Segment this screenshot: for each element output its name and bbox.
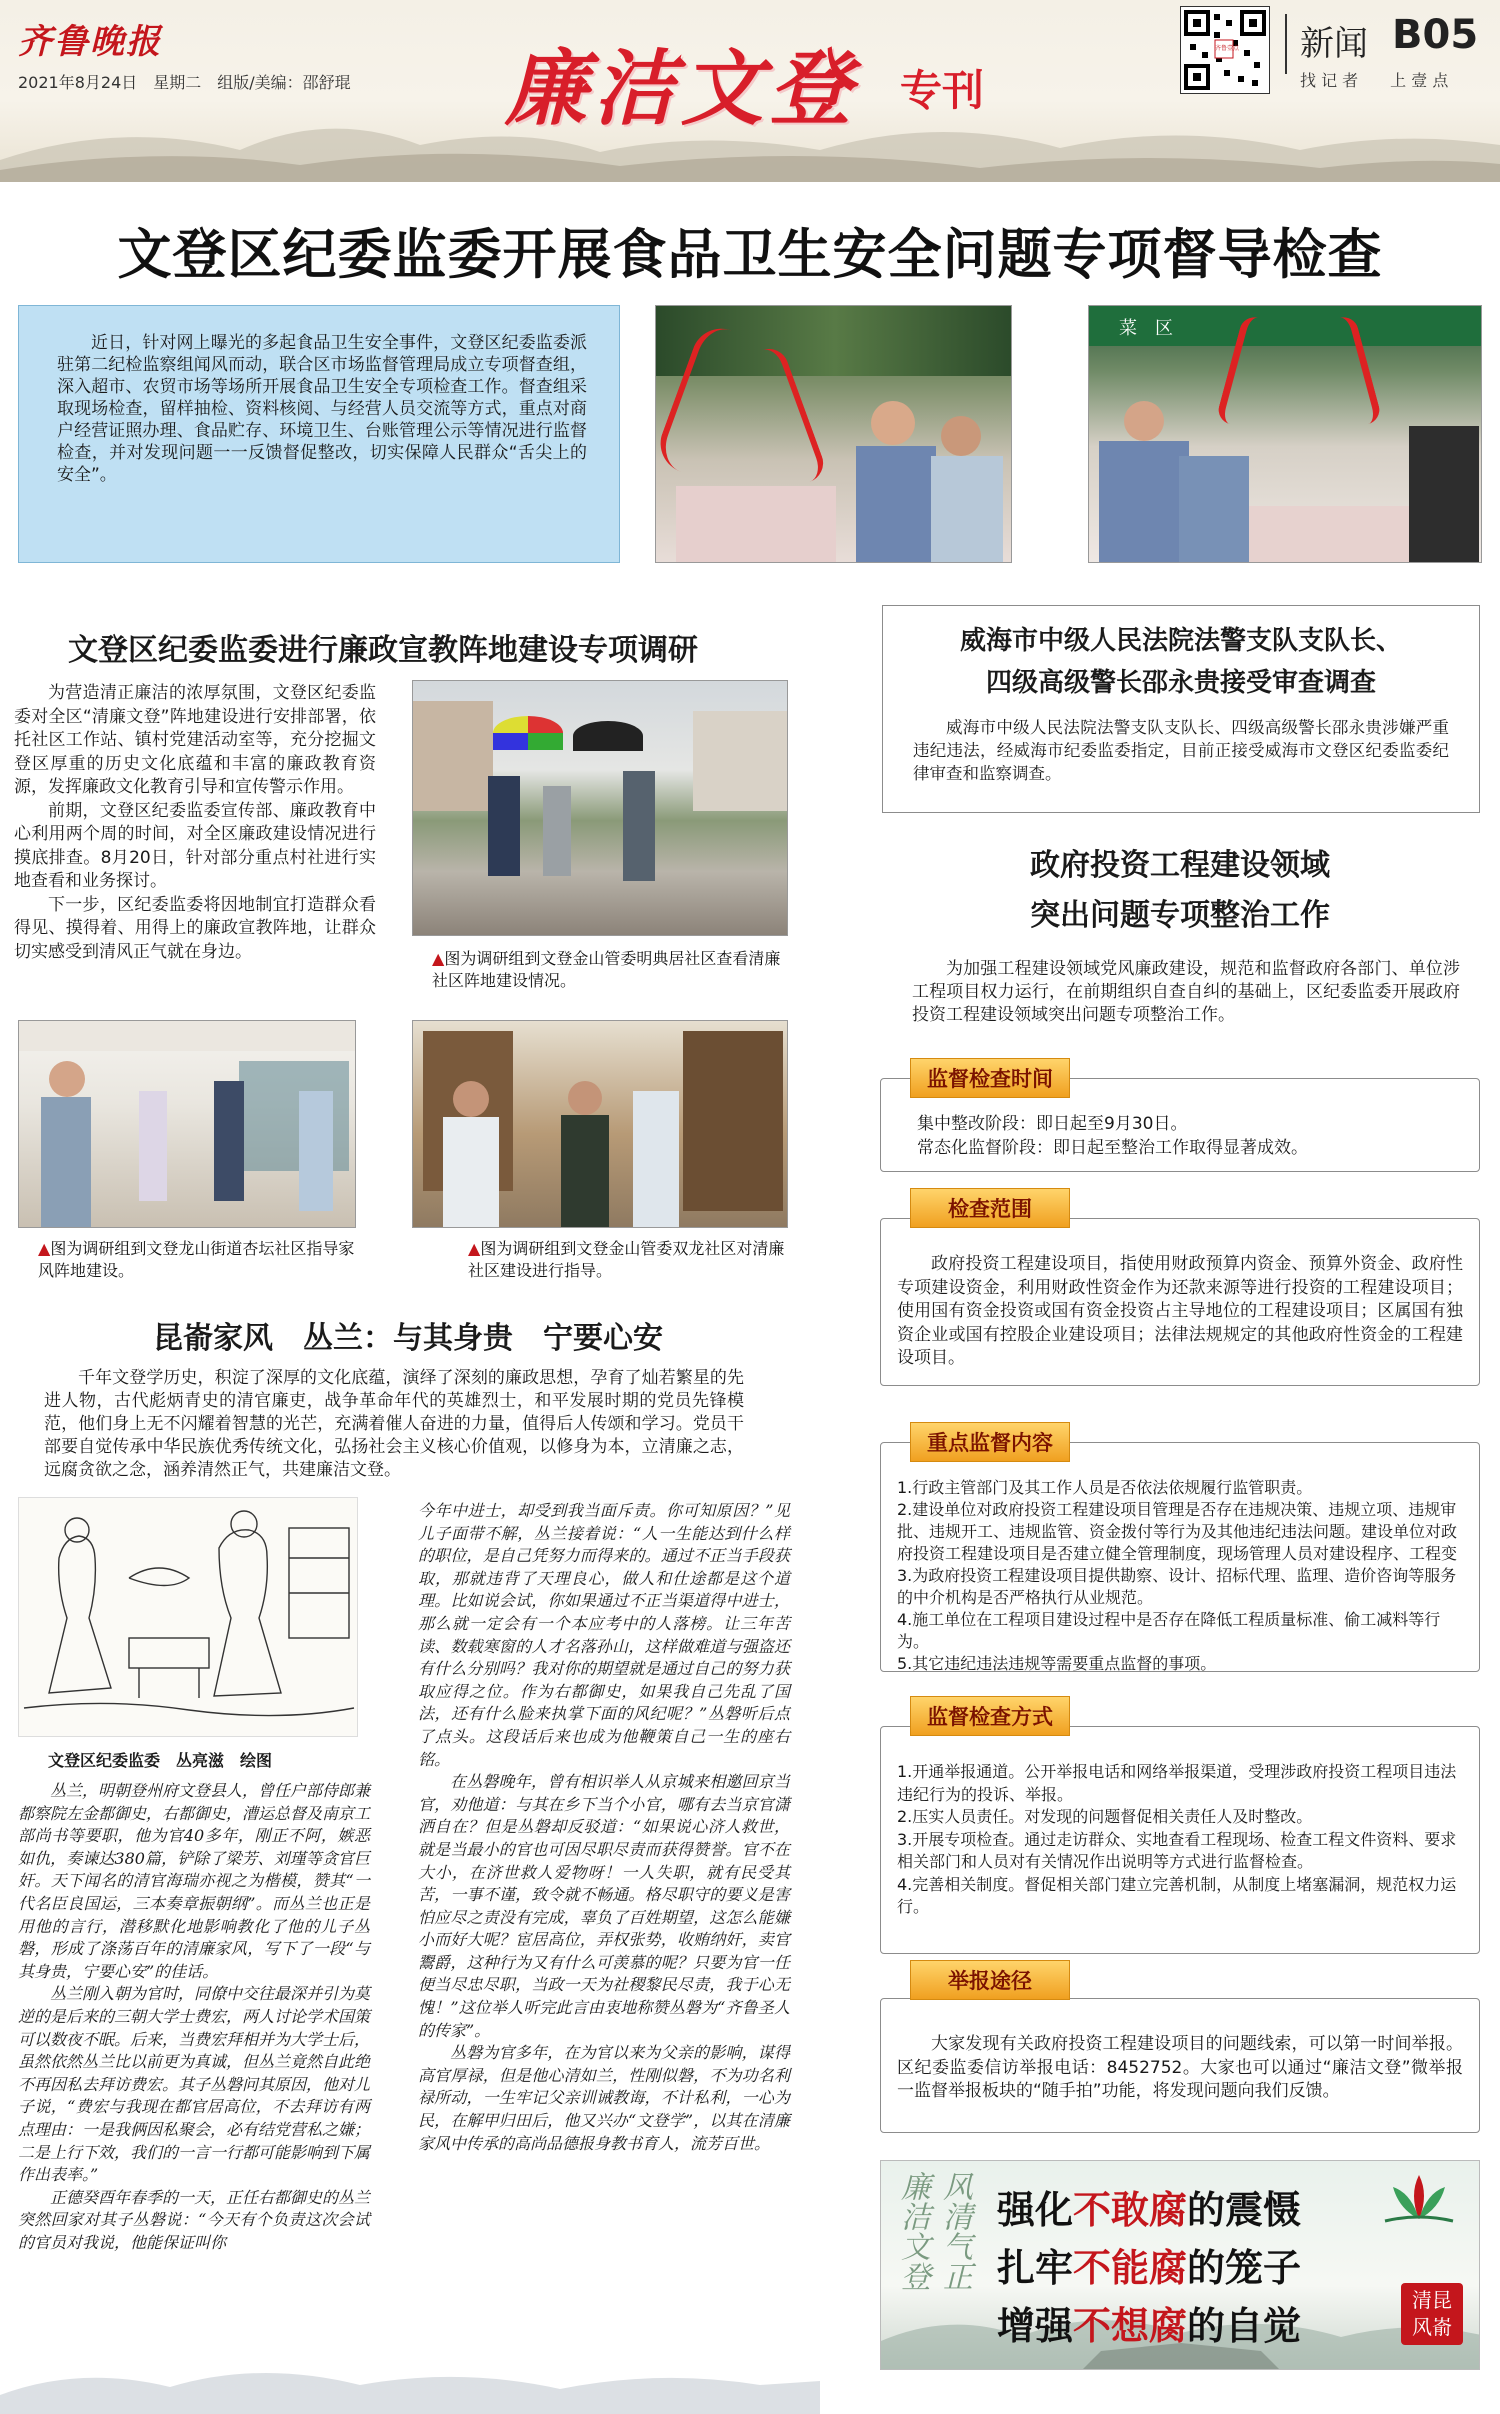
slogan-3a: 增强: [997, 2304, 1074, 2348]
section-line: 5.其它违纪违法违规等需要重点监督的事项。: [897, 1654, 1217, 1673]
slogan-banner: [880, 2160, 1480, 2370]
slogan: 找 记 者 上 壹 点: [1300, 71, 1449, 90]
date-line: 2021年8月24日 星期二 组版/美编：邵舒琨: [18, 73, 351, 92]
section-line: 4.施工单位在工程项目建设过程中是否存在降低工程质量标准、偷工减料等行为。: [897, 1610, 1441, 1651]
section-line: 政府投资工程建设项目，指使用财政预算内资金、预算外资金、政府性专项建设资金，利用财政性资金作为还款来源等进行投资的工程建设项目；使用国有资金投资或国有资金投资占主导地位的工程建设项目；区属国有独资企业或国有控股企业建设项目；法律法规规定的其他政府性资金的工程建设项目。: [897, 1254, 1463, 1368]
slogan-2a: 扎牢: [997, 2246, 1074, 2290]
caption-3-text: 图为调研组到文登金山管委双龙社区对清廉社区建设进行指导。: [468, 1239, 785, 1280]
article3-paragraph: 丛兰，明朝登州府文登县人，曾任户部侍郎兼都察院左金都御史，右都御史，漕运总督及南京工部尚书等要职，他为官40多年，刚正不阿，嫉恶如仇，奏谏达380篇，铲除了梁芳、刘瑾等贪官巨奸。天下闻名的清官海瑞亦视之为楷模，赞其“一代名臣良国运，三本奏章振朝纲”。而丛兰也正是用他的言行，潜移默化地影响教化了他的儿子丛磐，形成了涤荡百年的清廉家风，写下了一段“与其身贵，宁要心安”的佳话。: [18, 1781, 371, 1981]
article2-paragraph: 为营造清正廉洁的浓厚氛围，文登区纪委监委对全区“清廉文登”阵地建设进行安排部署，依托社区工作站、镇村党建活动室等，充分挖掘文登区厚重的历史文化底蕴和丰富的廉政教育资源，发挥廉政文化教育引导和宣传警示作用。: [14, 683, 376, 797]
section-line: 常态化监督阶段：即日起至整治工作取得显著成效。: [917, 1137, 1308, 1158]
article2-paragraph: 前期，文登区纪委监委宣传部、廉政教育中心利用两个周的时间，对全区廉政建设情况进行摸底排查。8月20日，针对部分重点村社进行实地查看和业务探讨。: [14, 800, 376, 891]
slogan-line-1: [997, 2179, 1301, 2234]
qr-code[interactable]: [1180, 6, 1270, 94]
section-name: 新闻: [1300, 24, 1368, 64]
section-tag-time: 监督检查时间: [910, 1058, 1070, 1098]
slogan-2c: 的笼子: [1187, 2246, 1302, 2290]
section-tag-method: 监督检查方式: [910, 1696, 1070, 1736]
triangle-icon: ▲: [38, 1239, 51, 1258]
section-scope-box: [880, 1218, 1480, 1386]
section-line: 集中整改阶段：即日起至9月30日。: [917, 1114, 1188, 1134]
special-suffix: 专刊: [900, 66, 985, 115]
article2-body: [14, 682, 376, 964]
slogan-1c: 的震慑: [1187, 2188, 1302, 2232]
lead-text: 近日，针对网上曝光的多起食品卫生安全事件，文登区纪委监委派驻第二纪检监察组闻风而动，联合区市场监督管理局成立专项督查组，深入超市、农贸市场等场所开展食品卫生安全专项检查工作。督查组采取现场检查，留样抽检、资料核阅、与经营人员交流等方式，重点对商户经营证照办理、食品贮存、环境卫生、台账管理公示等情况进行监督检查，并对发现问题一一反馈督促整改，切实保障人民群众“舌尖上的安全”。: [57, 333, 587, 485]
section-report-box: [880, 1998, 1480, 2133]
paper-name: 齐鲁晚报: [18, 22, 162, 62]
qr-label: 齐鲁壹点: [1215, 45, 1240, 52]
right-top-title-1: 威海市中级人民法院法警支队支队长、: [959, 626, 1402, 656]
illustration-credit: 文登区纪委监委 丛亮滋 绘图: [48, 1751, 273, 1770]
survey-photo-room: [412, 1020, 788, 1228]
lotus-logo-icon: [1379, 2169, 1459, 2229]
section-line: 大家发现有关政府投资工程建设项目的问题线索，可以第一时间举报。区纪委监委信访举报电话：8452752。大家也可以通过“廉洁文登”微举报一监督举报板块的“随手拍”功能，将发现问题向我们反馈。: [897, 2034, 1463, 2101]
article3-col-left: [18, 1780, 370, 2254]
lead-box: [18, 305, 620, 563]
right-top-box: [882, 605, 1480, 813]
market-inspection-photo-1: [655, 305, 1012, 563]
right-main-intro: 为加强工程建设领域党风廉政建设，规范和监督政府各部门、单位涉工程项目权力运行，在前期组织自查自纠的基础上，区纪委监委开展政府投资工程建设领域突出问题专项整治工作。: [912, 959, 1460, 1025]
section-line: 2.建设单位对政府投资工程建设项目管理是否存在违规决策、违规立项、违规审批、违规开工、违规监管、资金拨付等行为及其他违纪违法问题。建设单位对政府投资工程建设项目是否建立健全管理制度，现场管理人员对建设程序、工程变: [897, 1500, 1458, 1563]
caption-3: [468, 1238, 798, 1282]
slogan-2b: 不能腐: [1073, 2246, 1188, 2290]
section-tag-report: 举报途径: [910, 1960, 1070, 2000]
caption-1-text: 图为调研组到文登金山管委明典居社区查看清廉社区阵地建设情况。: [432, 949, 781, 990]
section-line: 2.压实人员责任。对发现的问题督促相关责任人及时整改。: [897, 1807, 1313, 1826]
headline: 文登区纪委监委开展食品卫生安全问题专项督导检查: [117, 223, 1383, 286]
slogan-1a: 强化: [997, 2188, 1074, 2232]
seal-stamp: 清昆风嵛: [1401, 2283, 1463, 2345]
section-line: 3.开展专项检查。通过走访群众、实地查看工程现场、检查工程文件资料、要求相关部门和人员对有关情况作出说明等方式进行监督检查。: [897, 1829, 1457, 1871]
triangle-icon: ▲: [468, 1239, 481, 1258]
ink-drawing-icon: [19, 1498, 357, 1736]
article3-intro: 千年文登学历史，积淀了深厚的文化底蕴，演绎了深刻的廉政思想，孕育了灿若繁星的先进人物，古代彪炳青史的清官廉吏，战争革命年代的英雄烈士，和平发展时期的党员先锋模范，他们身上无不闪耀着智慧的光芒，充满着催人奋进的力量，值得后人传颂和学习。党员干部要自觉传承中华民族优秀传统文化，弘扬社会主义核心价值观，以修身为本，立清廉之志，远腐贪欲之念，涵养清然正气，共建廉洁文登。: [44, 1368, 744, 1480]
illustration: [18, 1497, 358, 1737]
article3-title: 昆嵛家风 丛兰：与其身贵 宁要心安: [153, 1321, 663, 1356]
section-line: 1.行政主管部门及其工作人员是否依法依规履行监管职责。: [897, 1478, 1313, 1497]
calligraphy-right: 风清气正: [937, 2171, 972, 2291]
market-inspection-photo-2: 菜 区: [1088, 305, 1482, 563]
slogan-line-2: [997, 2237, 1301, 2292]
survey-photo-hall: [18, 1020, 356, 1228]
section-focus-box: [880, 1442, 1480, 1672]
article3-paragraph: 丛磐为官多年，在为官以来为父亲的影响，谋得高官厚禄，但是他心清如兰，性刚似磐，不为功名利禄所动，一生牢记父亲训诫教诲，不计私利，一心为民，在解甲归田后，他又兴办“文登学”，以其在清廉家风中传承的高尚品德报身教书育人，流芳百世。: [418, 2043, 790, 2153]
footer-mountain-decoration: [0, 2355, 820, 2414]
slogan-3c: 的自觉: [1187, 2304, 1302, 2348]
right-top-body: 威海市中级人民法院法警支队支队长、四级高级警长邵永贵涉嫌严重违纪违法，经威海市纪委监委指定，目前正接受威海市文登区纪委监委纪律审查和监察调查。: [913, 718, 1449, 783]
special-title: 廉洁文登: [505, 41, 857, 137]
caption-1: [432, 948, 792, 992]
section-method-box: [880, 1726, 1480, 1954]
survey-photo-street: [412, 680, 788, 936]
section-line: 3.为政府投资工程建设项目提供勘察、设计、招标代理、监理、造价咨询等服务的中介机构是否严格执行从业规范。: [897, 1566, 1457, 1607]
caption-2-text: 图为调研组到文登龙山街道杏坛社区指导家风阵地建设。: [38, 1239, 355, 1280]
article2-title: 文登区纪委监委进行廉政宣教阵地建设专项调研: [68, 633, 698, 668]
article3-paragraph: 正德癸酉年春季的一天，正任右都御史的丛兰突然回家对其子丛磐说：“今天有个负责这次会试的官员对我说，他能保证叫你: [18, 2187, 371, 2252]
right-main-title-2: 突出问题专项整治工作: [1030, 898, 1330, 933]
triangle-icon: ▲: [432, 949, 445, 968]
slogan-line-3: [997, 2295, 1301, 2350]
masthead: [0, 0, 1500, 182]
slogan-3b: 不想腐: [1073, 2304, 1188, 2348]
section-divider: [1285, 14, 1287, 74]
article3-paragraph: 在丛磐晚年，曾有相识举人从京城来相邀回京当官，劝他道：与其在乡下当个小官，哪有去当京官潇洒自在？但是丛磐却反驳道：“如果说心济人救世，就是当最小的官也可因尽职尽责而获得赞誉。官不在大小，在济世救人爱物呀！一人失职，就有民受其苦，一事不谨，致令就不畅通。格尽职守的要义是害怕应尽之责没有完成，辜负了百姓期望，这怎么能嫌小而好大呢？宦居高位，弄权张势，收贿纳奸，卖官鬻爵，这种行为又有什么可羡慕的呢？只要为官一任便当尽忠尽职，当政一天为社稷黎民尽责，我于心无愧！”这位举人听完此言由衷地称赞丛磐为“齐鲁圣人的传家”。: [418, 1772, 790, 2040]
caption-2: [38, 1238, 368, 1282]
right-main-title-1: 政府投资工程建设领域: [1030, 848, 1330, 883]
calligraphy-left: 廉洁文登: [895, 2171, 930, 2291]
section-tag-focus: 重点监督内容: [910, 1422, 1070, 1462]
slogan-1b: 不敢腐: [1073, 2188, 1188, 2232]
article3-col-right: [418, 1500, 790, 2155]
article3-paragraph: 今年中进士，却受到我当面斥责。你可知原因？”见儿子面带不解，丛兰接着说：“人一生能达到什么样的职位，是自己凭努力而得来的。通过不正当手段获取，那就违背了天理良心，做人和仕途都是这个道理。比如说会试，你如果通过不正当渠道得中进士，那么就一定会有一个本应考中的人落榜。让三年苦读、数载寒窗的人才名落孙山，这样做难道与强盗还有什么分别吗？我对你的期望就是通过自己的努力获取应得之位。作为右都御史，如果我自己先乱了国法，还有什么脸来执掌下面的风纪呢？”丛磐听后点了点头。这段话后来也成为他鞭策自己一生的座右铭。: [418, 1501, 790, 1769]
right-top-title-2: 四级高级警长邵永贵接受审查调查: [985, 668, 1376, 698]
article2-paragraph: 下一步，区纪委监委将因地制宜打造群众看得见、摸得着、用得上的廉政宣教阵地，让群众切实感受到清风正气就在身边。: [14, 894, 376, 962]
section-tag-scope: 检查范围: [910, 1188, 1070, 1228]
section-line: 1.开通举报通道。公开举报电话和网络举报渠道，受理涉政府投资工程项目违法违纪行为的投诉、举报。: [897, 1762, 1457, 1804]
article3-paragraph: 丛兰刚入朝为官时，同僚中交往最深并引为莫逆的是后来的三朝大学士费宏，两人讨论学术国策可以数夜不眠。后来，当费宏拜相并为大学士后，虽然依然丛兰比以前更为真诚，但丛兰竟然自此绝不再因私去拜访费宏。其子丛磐问其原因，他对儿子说，“费宏与我现在都官居高位，不去拜访有两点理由：一是我俩因私聚会，必有结党营私之嫌；二是上行下效，我们的一言一行都可能影响到下属作出表率。”: [18, 1984, 371, 2185]
section-line: 4.完善相关制度。督促相关部门建立完善机制，从制度上堵塞漏洞，规范权力运行。: [897, 1874, 1457, 1916]
page-number: B05: [1392, 12, 1479, 58]
